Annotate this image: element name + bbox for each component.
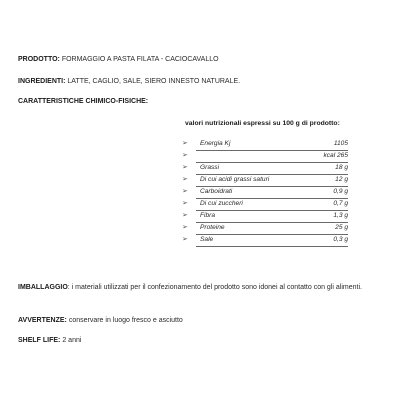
nutrition-title: valori nutrizionali espressi su 100 g di prodotto:: [185, 120, 340, 127]
nutrition-row: [182, 175, 348, 187]
product-label: PRODOTTO:: [18, 56, 60, 63]
nutrition-label: Sale: [200, 236, 214, 243]
warnings-line: [18, 316, 183, 325]
arrow-bullet-icon: ➢: [182, 236, 188, 243]
nutrition-value: 12 g: [335, 176, 348, 183]
nutrition-row: [182, 199, 348, 211]
packaging-value: : i materiali utilizzati per il confezionamento del prodotto sono idonei al contatto con gli alimenti.: [67, 284, 362, 291]
arrow-bullet-icon: ➢: [182, 200, 188, 207]
packaging-label: IMBALLAGGIO: [18, 284, 68, 291]
nutrition-value: 0,3 g: [333, 236, 348, 243]
nutrition-table: [182, 139, 348, 247]
arrow-bullet-icon: ➢: [182, 140, 188, 147]
nutrition-label: Energia Kj: [200, 140, 231, 147]
nutrition-row: [182, 187, 348, 199]
packaging-line: [18, 283, 378, 292]
warnings-label: AVVERTENZE:: [18, 317, 67, 324]
arrow-bullet-icon: ➢: [182, 164, 188, 171]
arrow-bullet-icon: ➢: [182, 188, 188, 195]
arrow-bullet-icon: ➢: [182, 212, 188, 219]
shelf-life-value: 2 anni: [60, 337, 82, 344]
nutrition-value: 1105: [333, 140, 348, 147]
nutrition-value: 0,7 g: [333, 200, 348, 207]
nutrition-label: Di cui acidi grassi saturi: [200, 176, 270, 183]
product-value: FORMAGGIO A PASTA FILATA - CACIOCAVALLO: [59, 56, 219, 63]
nutrition-row: [182, 235, 348, 247]
arrow-bullet-icon: ➢: [182, 224, 188, 231]
nutrition-label: Di cui zuccheri: [200, 200, 243, 207]
nutrition-row: [182, 163, 348, 175]
nutrition-row: [182, 151, 348, 163]
nutrition-value: 1,3 g: [333, 212, 348, 219]
ingredients-label: INGREDIENTI:: [18, 78, 66, 85]
nutrition-row: [182, 211, 348, 223]
warnings-value: conservare in luogo fresco e asciutto: [66, 317, 183, 324]
nutrition-row: [182, 139, 348, 151]
shelf-life-label: SHELF LIFE:: [18, 337, 61, 344]
shelf-life-line: [18, 336, 81, 345]
ingredients-value: LATTE, CAGLIO, SALE, SIERO INNESTO NATURALE.: [65, 78, 241, 85]
nutrition-label: Fibra: [200, 212, 216, 219]
characteristics-line: [18, 97, 148, 106]
nutrition-value: 18 g: [335, 164, 348, 171]
arrow-bullet-icon: ➢: [182, 152, 188, 159]
product-line: [18, 55, 219, 64]
nutrition-label: Grassi: [200, 164, 220, 171]
nutrition-value: kcal 265: [323, 152, 348, 159]
nutrition-value: 25 g: [335, 224, 348, 231]
nutrition-label: Proteine: [200, 224, 225, 231]
ingredients-line: [18, 77, 240, 86]
characteristics-label: CARATTERISTICHE CHIMICO-FISICHE:: [18, 98, 149, 105]
nutrition-value: 0,9 g: [333, 188, 348, 195]
nutrition-label: Carboidrati: [200, 188, 233, 195]
nutrition-row: [182, 223, 348, 235]
arrow-bullet-icon: ➢: [182, 176, 188, 183]
